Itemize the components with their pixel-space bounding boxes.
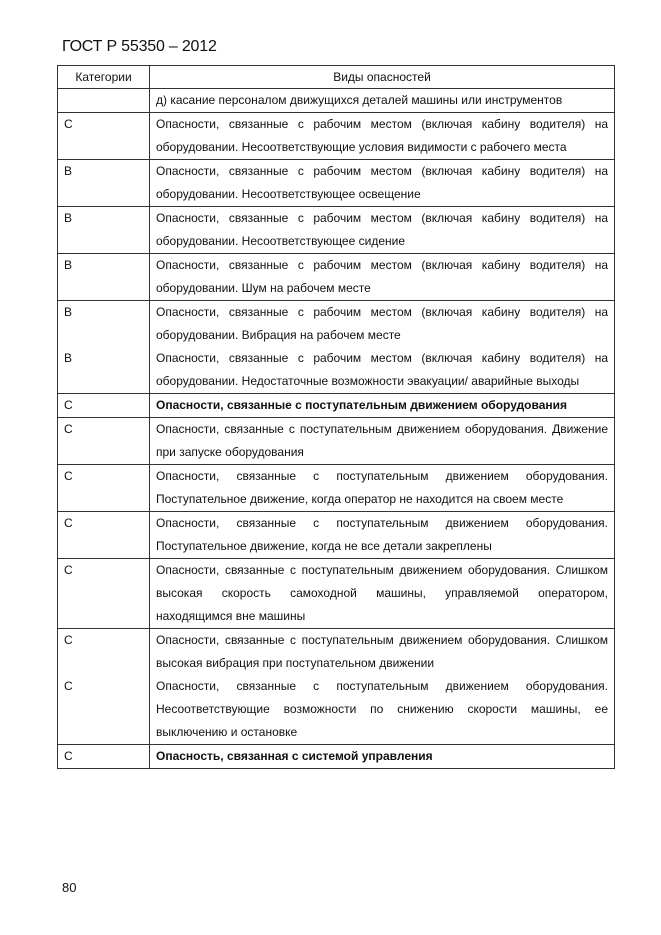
table-row (58, 347, 615, 394)
category-cell: C (58, 629, 150, 676)
hazard-description: Опасности, связанные с рабочим местом (включая кабину водителя) на оборудовании. Несоответствующее сидение (150, 207, 615, 254)
table-row (58, 418, 615, 465)
hazard-description: д) касание персоналом движущихся деталей машины или инструментов (150, 89, 615, 113)
page-number: 80 (62, 880, 77, 895)
hazard-description: Опасности, связанные с рабочим местом (включая кабину водителя) на оборудовании. Недостаточные возможности эвакуации/ аварийные выходы (150, 347, 615, 394)
category-cell: B (58, 207, 150, 254)
category-cell: C (58, 512, 150, 559)
category-cell: B (58, 160, 150, 207)
category-cell: B (58, 254, 150, 301)
category-cell: C (58, 675, 150, 745)
table-row (58, 559, 615, 629)
column-header-hazards: Виды опасностей (150, 66, 615, 89)
column-header-category: Категории (58, 66, 150, 89)
table-row (58, 629, 615, 676)
table-row (58, 745, 615, 769)
table-row (58, 675, 615, 745)
table-row (58, 394, 615, 418)
table-row (58, 113, 615, 160)
category-cell: B (58, 301, 150, 348)
category-cell: C (58, 745, 150, 769)
category-cell: C (58, 465, 150, 512)
hazard-description: Опасности, связанные с поступательным движением оборудования. Поступательное движение, когда оператор не находится на своем месте (150, 465, 615, 512)
table-row (58, 512, 615, 559)
category-cell: C (58, 394, 150, 418)
table-row (58, 465, 615, 512)
hazards-table (57, 65, 615, 769)
hazard-description: Опасности, связанные с рабочим местом (включая кабину водителя) на оборудовании. Вибрация на рабочем месте (150, 301, 615, 348)
table-row (58, 254, 615, 301)
category-cell (58, 89, 150, 113)
hazard-description: Опасности, связанные с поступательным движением оборудования. Слишком высокая вибрация при поступательном движении (150, 629, 615, 676)
table-header-row (58, 66, 615, 89)
hazard-description: Опасности, связанные с поступательным движением оборудования. Несоответствующие возможности по снижению скорости машины, ее выключению и остановке (150, 675, 615, 745)
hazard-description-bold: Опасность, связанная с системой управления (150, 745, 615, 769)
table-row (58, 301, 615, 348)
table-row (58, 89, 615, 113)
table-row (58, 160, 615, 207)
document-title: ГОСТ Р 55350 – 2012 (62, 38, 217, 55)
category-cell: C (58, 113, 150, 160)
category-cell: C (58, 418, 150, 465)
hazard-description: Опасности, связанные с рабочим местом (включая кабину водителя) на оборудовании. Несоответствующие условия видимости с рабочего места (150, 113, 615, 160)
hazard-description-bold: Опасности, связанные с поступательным движением оборудования (150, 394, 615, 418)
hazard-description: Опасности, связанные с рабочим местом (включая кабину водителя) на оборудовании. Несоответствующее освещение (150, 160, 615, 207)
hazard-description: Опасности, связанные с поступательным движением оборудования. Движение при запуске оборудования (150, 418, 615, 465)
hazard-description: Опасности, связанные с поступательным движением оборудования. Слишком высокая скорость самоходной машины, управляемой оператором, находящимся вне машины (150, 559, 615, 629)
category-cell: C (58, 559, 150, 629)
table-row (58, 207, 615, 254)
hazard-description: Опасности, связанные с рабочим местом (включая кабину водителя) на оборудовании. Шум на рабочем месте (150, 254, 615, 301)
hazard-description: Опасности, связанные с поступательным движением оборудования. Поступательное движение, когда не все детали закреплены (150, 512, 615, 559)
category-cell: B (58, 347, 150, 394)
